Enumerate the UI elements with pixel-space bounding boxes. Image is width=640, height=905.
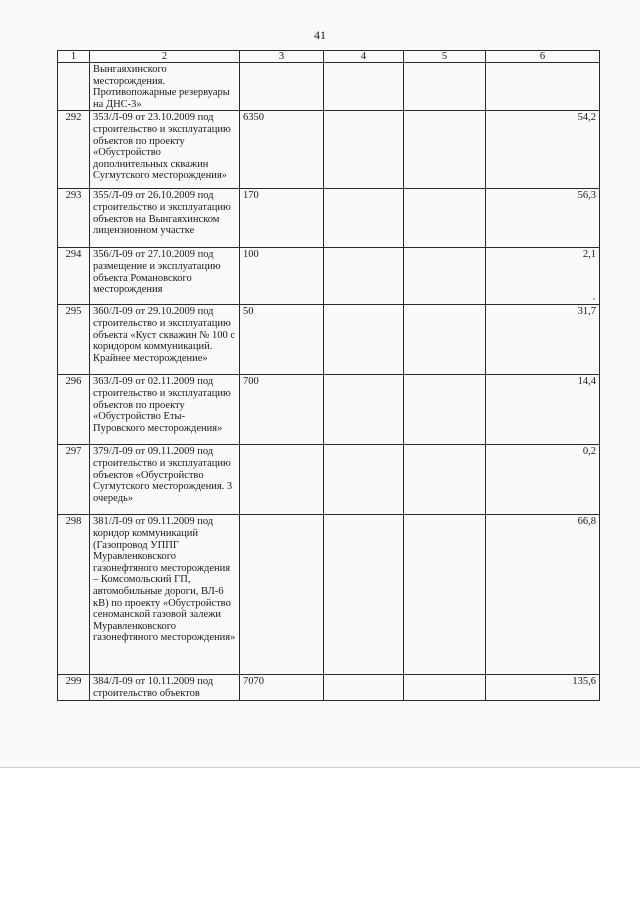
column-header: 2: [90, 51, 240, 63]
column-header: 4: [324, 51, 404, 63]
row-col5: [404, 111, 486, 189]
column-header: 6: [486, 51, 600, 63]
row-area: [240, 515, 324, 675]
table-row: [58, 248, 600, 305]
row-col5: [404, 675, 486, 700]
row-col4: [324, 375, 404, 445]
row-value: 56,3: [486, 189, 600, 248]
column-header: 1: [58, 51, 90, 63]
table-row: [58, 63, 600, 111]
row-number: 294: [58, 248, 90, 305]
row-col4: [324, 515, 404, 675]
row-description: 384/Л-09 от 10.11.2009 под строительство объектов: [90, 675, 240, 700]
row-value: 54,2: [486, 111, 600, 189]
header-row: [58, 51, 600, 63]
table-row: [58, 305, 600, 375]
row-col5: [404, 445, 486, 515]
row-col5: [404, 189, 486, 248]
row-area: 7070: [240, 675, 324, 700]
row-description: 381/Л-09 от 09.11.2009 под коридор коммуникаций (Газопровод УППГ Муравленковского газонефтяного месторождения – Комсомольский ГП, автомобильные дороги, ВЛ-6 кВ) по проекту «Обустройство сеноманской газовой залежи Муравленковского газонефтяного месторождения»: [90, 515, 240, 675]
row-value: 2,1: [486, 248, 600, 305]
row-value: 31,7: [486, 305, 600, 375]
row-description: 379/Л-09 от 09.11.2009 под строительство и эксплуатацию объектов «Обустройство Сугмутского месторождения. 3 очередь»: [90, 445, 240, 515]
row-number: [58, 63, 90, 111]
table-row: [58, 111, 600, 189]
row-col4: [324, 445, 404, 515]
row-number: 292: [58, 111, 90, 189]
register-table: [57, 50, 600, 701]
row-col4: [324, 675, 404, 700]
row-col5: [404, 63, 486, 111]
row-col5: [404, 515, 486, 675]
row-area: 170: [240, 189, 324, 248]
row-col4: [324, 305, 404, 375]
row-col4: [324, 111, 404, 189]
row-number: 296: [58, 375, 90, 445]
row-area: 6350: [240, 111, 324, 189]
row-number: 299: [58, 675, 90, 700]
table-row: [58, 675, 600, 700]
row-col4: [324, 63, 404, 111]
row-value: 66,8: [486, 515, 600, 675]
row-area: 700: [240, 375, 324, 445]
row-description: 363/Л-09 от 02.11.2009 под строительство и эксплуатацию объектов по проекту «Обустройство Еты-Пуровского месторождения»: [90, 375, 240, 445]
row-description: 356/Л-09 от 27.10.2009 под размещение и эксплуатацию объекта Романовского месторождения: [90, 248, 240, 305]
row-col4: [324, 189, 404, 248]
row-area: [240, 63, 324, 111]
row-number: 293: [58, 189, 90, 248]
scan-speck: [593, 298, 595, 300]
row-value: 135,6: [486, 675, 600, 700]
row-number: 298: [58, 515, 90, 675]
row-area: 50: [240, 305, 324, 375]
page-number: 41: [314, 28, 326, 42]
row-value: 14,4: [486, 375, 600, 445]
row-description: 353/Л-09 от 23.10.2009 под строительство и эксплуатацию объектов по проекту «Обустройство дополнительных скважин Сугмутского месторождения»: [90, 111, 240, 189]
row-description: 360/Л-09 от 29.10.2009 под строительство и эксплуатацию объекта «Куст скважин № 100 с коридором коммуникаций. Крайнее месторождение»: [90, 305, 240, 375]
row-col5: [404, 375, 486, 445]
row-value: 0,2: [486, 445, 600, 515]
row-area: [240, 445, 324, 515]
row-col5: [404, 305, 486, 375]
table-row: [58, 189, 600, 248]
row-area: 100: [240, 248, 324, 305]
row-col4: [324, 248, 404, 305]
row-col5: [404, 248, 486, 305]
column-header: 3: [240, 51, 324, 63]
row-number: 297: [58, 445, 90, 515]
row-number: 295: [58, 305, 90, 375]
table-row: [58, 445, 600, 515]
row-value: [486, 63, 600, 111]
row-description: Вынгаяхинского месторождения. Противопожарные резервуары на ДНС-3»: [90, 63, 240, 111]
table-row: [58, 515, 600, 675]
table-row: [58, 375, 600, 445]
row-description: 355/Л-09 от 26.10.2009 под строительство и эксплуатацию объектов на Вынгаяхинском лицензионном участке: [90, 189, 240, 248]
column-header: 5: [404, 51, 486, 63]
